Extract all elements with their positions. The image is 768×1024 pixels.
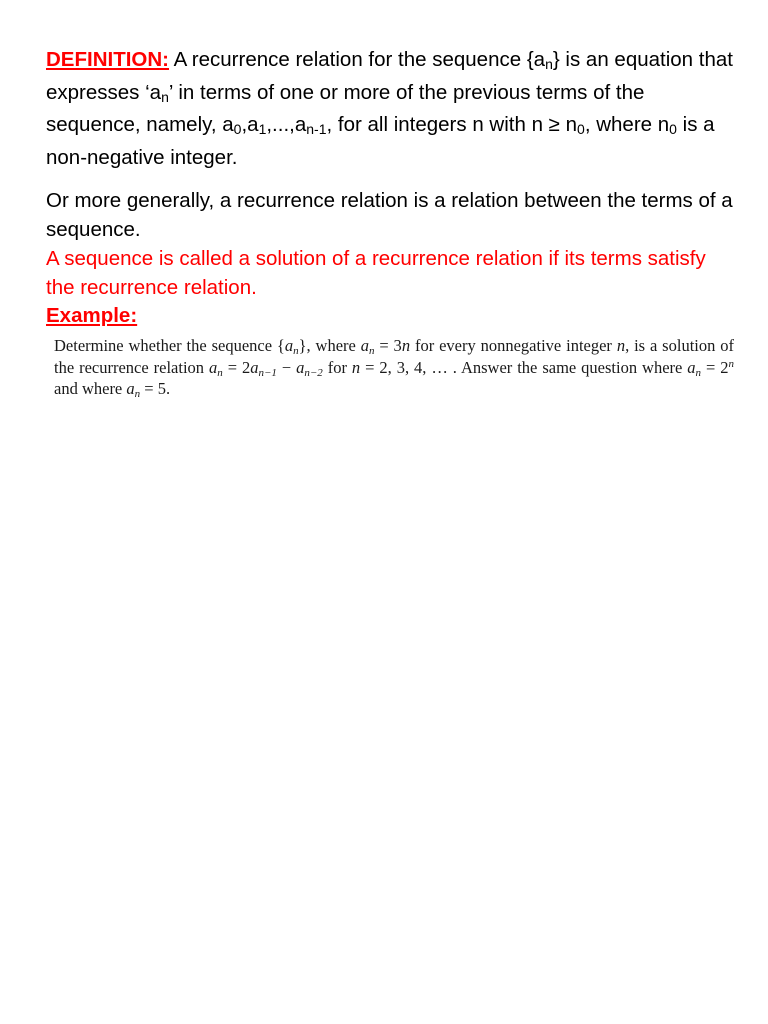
example-text: Determine whether the sequence {: [54, 336, 285, 355]
math-sub: n: [217, 366, 223, 379]
solution-paragraph: A sequence is called a solution of a recurrence relation if its terms satisfy the recurrence relation.: [46, 247, 706, 299]
example-text: = 3: [374, 336, 402, 355]
subscript: n-1: [306, 121, 327, 137]
math-sub: n: [293, 345, 299, 357]
subscript: 0: [669, 121, 677, 137]
example-text: = 2, 3, 4, … . Answer the same question where: [360, 357, 688, 377]
definition-text: ,...,a: [266, 113, 307, 136]
subscript: n: [161, 88, 169, 105]
document-page: [46, 44, 736, 400]
math-var: a: [250, 357, 259, 377]
general-paragraph: Or more generally, a recurrence relation is a relation between the terms of a sequence.: [46, 189, 733, 241]
math-sub: n: [134, 388, 141, 400]
definition-text: ’ in terms of one or more of the previous terms of the sequence, namely, a: [46, 80, 645, 136]
definition-text: } is an equation that expresses ‘a: [46, 48, 733, 104]
math-var: a: [209, 357, 218, 377]
math-sub: n−2: [304, 366, 323, 379]
definition-label: DEFINITION:: [46, 48, 169, 71]
math-var: a: [126, 379, 135, 398]
math-sub: n−1: [258, 366, 277, 379]
math-sub: n: [695, 366, 702, 379]
math-var: a: [360, 336, 369, 355]
example-text: = 5.: [140, 379, 171, 398]
example-text: , is a solution of the recurrence relation: [54, 336, 734, 377]
definition-text: , for all integers n with n ≥ n: [326, 113, 578, 136]
subscript: n: [545, 56, 553, 72]
definition-text: A recurrence relation for the sequence {a: [169, 48, 546, 71]
math-var: a: [296, 357, 305, 377]
math-var: n: [401, 336, 411, 355]
math-sub: n: [368, 345, 375, 357]
definition-paragraph: [46, 44, 736, 174]
example-text: = 2: [222, 357, 251, 377]
math-sup: n: [728, 357, 734, 370]
subscript: 1: [258, 121, 267, 137]
math-var: n: [351, 357, 361, 377]
definition-text: is a non-negative integer.: [46, 113, 715, 169]
example-label: Example:: [46, 304, 138, 327]
example-text: and where: [54, 379, 127, 398]
example-text: −: [276, 357, 297, 377]
example-text: for every nonnegative integer: [410, 336, 617, 355]
example-text: }, where: [298, 336, 361, 355]
math-var: a: [284, 336, 294, 355]
definition-text: ,a: [241, 113, 259, 136]
math-var: n: [616, 336, 626, 355]
example-text: = 2: [701, 357, 729, 377]
math-var: a: [687, 357, 696, 377]
example-problem: [54, 335, 734, 400]
example-text: for: [322, 357, 352, 377]
definition-text: , where n: [584, 113, 670, 136]
subscript: 0: [233, 121, 242, 137]
subscript: 0: [577, 121, 585, 137]
